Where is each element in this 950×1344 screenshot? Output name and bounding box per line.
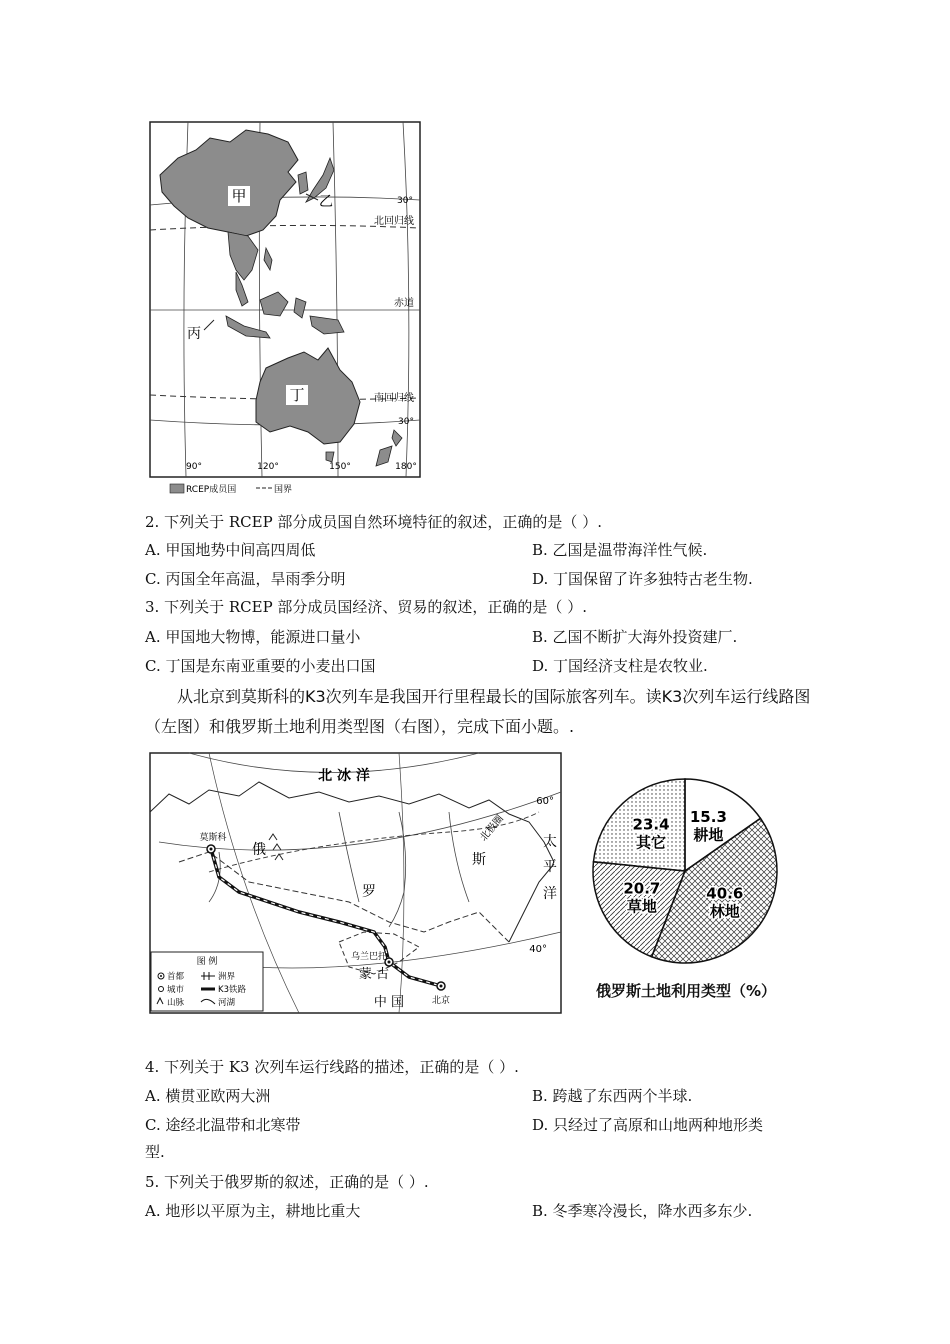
- pie-value-cropland: 15.3: [689, 808, 727, 827]
- land-use-pie-chart: [590, 776, 780, 966]
- arctic-circle-label: 北极圈: [478, 813, 506, 844]
- legend-mountain: 山脉: [167, 998, 185, 1008]
- intro-paragraph: 从北京到莫斯科的K3次列车是我国开行里程最长的国际旅客列车。读K3次列车运行线路图（左图）和俄罗斯土地利用类型图（右图），完成下面小题。.: [145, 687, 811, 736]
- rcep-map: [148, 120, 448, 500]
- q2-option-d[interactable]: D. 丁国保留了许多独特古老生物.: [532, 570, 753, 588]
- pie-value-forest: 40.6: [706, 884, 744, 903]
- q3-option-c[interactable]: C. 丁国是东南亚重要的小麦出口国: [145, 657, 376, 675]
- q4-option-a[interactable]: A. 横贯亚欧两大洲: [145, 1087, 271, 1105]
- q2-option-c[interactable]: C. 丙国全年高温，旱雨季分明: [145, 570, 346, 588]
- legend-member: RCEP成员国: [186, 485, 237, 495]
- russia-label-1: 俄: [252, 842, 266, 858]
- lat-60: 60°: [536, 796, 554, 807]
- legend-title: 图 例: [196, 957, 218, 967]
- label-bing: 丙: [187, 326, 201, 342]
- lat-30n: 30°: [397, 196, 413, 206]
- q5-stem: 5. 下列关于俄罗斯的叙述，正确的是（ ）.: [145, 1173, 429, 1191]
- legend-k3-railway: K3铁路: [218, 985, 246, 995]
- q4-option-b[interactable]: B. 跨越了东西两个半球.: [532, 1087, 693, 1105]
- q3-stem: 3. 下列关于 RCEP 部分成员国经济、贸易的叙述，正确的是（ ）.: [145, 598, 587, 616]
- mongolia-label: 蒙 古: [358, 967, 390, 982]
- q4-stem: 4. 下列关于 K3 次列车运行线路的描述，正确的是（ ）.: [145, 1058, 519, 1076]
- lon-120: 120°: [257, 462, 279, 472]
- k3-railway-map: [149, 752, 564, 1017]
- tropic-north-label: 北回归线: [374, 216, 414, 227]
- pie-label-cropland: 耕地: [693, 826, 724, 845]
- pacific-label-1: 太: [543, 834, 557, 850]
- equator-label: 赤道: [394, 298, 414, 309]
- q3-option-d[interactable]: D. 丁国经济支柱是农牧业.: [532, 657, 708, 675]
- pie-label-forest: 林地: [709, 902, 740, 921]
- legend-city: 城市: [167, 985, 185, 995]
- pie-value-grassland: 20.7: [623, 879, 661, 898]
- lat-30s: 30°: [398, 417, 414, 427]
- tropic-south-label: 南回归线: [374, 393, 414, 404]
- q4-option-c[interactable]: C. 途经北温带和北寒带: [145, 1116, 301, 1134]
- arctic-ocean-label: 北 冰 洋: [318, 768, 370, 784]
- q5-option-b[interactable]: B. 冬季寒冷漫长，降水西多东少.: [532, 1202, 753, 1220]
- lon-180: 180°: [395, 462, 417, 472]
- legend-continent-border: 洲界: [218, 972, 236, 982]
- pacific-label-3: 洋: [543, 886, 557, 902]
- lon-150: 150°: [329, 462, 351, 472]
- label-yi: 乙: [319, 194, 333, 210]
- q3-option-b[interactable]: B. 乙国不断扩大海外投资建厂.: [532, 628, 738, 646]
- label-jia: 甲: [231, 187, 247, 205]
- q4-option-d-wrap: 型.: [145, 1143, 165, 1161]
- legend-river-lake: 河湖: [218, 998, 236, 1008]
- q2-option-a[interactable]: A. 甲国地势中间高四周低: [145, 541, 316, 559]
- legend-border: 国界: [274, 485, 293, 495]
- pie-label-other: 其它: [636, 833, 667, 852]
- q3-option-a[interactable]: A. 甲国地大物博，能源进口量小: [145, 628, 361, 646]
- pacific-label-2: 平: [543, 859, 557, 875]
- lat-40: 40°: [529, 944, 547, 955]
- russia-label-3: 斯: [472, 852, 486, 868]
- pie-value-other: 23.4: [632, 815, 670, 834]
- q2-stem: 2. 下列关于 RCEP 部分成员国自然环境特征的叙述，正确的是（ ）.: [145, 513, 602, 531]
- q4-option-d[interactable]: D. 只经过了高原和山地两种地形类: [532, 1116, 764, 1134]
- china-label: 中 国: [373, 995, 405, 1010]
- q5-option-a[interactable]: A. 地形以平原为主，耕地比重大: [145, 1202, 361, 1220]
- moscow-label: 莫斯科: [199, 833, 227, 843]
- lon-90: 90°: [186, 462, 202, 472]
- q2-option-b[interactable]: B. 乙国是温带海洋性气候.: [532, 541, 708, 559]
- beijing-label: 北京: [431, 996, 451, 1006]
- ulaanbaatar-label: 乌兰巴托: [350, 952, 388, 962]
- russia-label-2: 罗: [362, 884, 376, 900]
- pie-chart-title: 俄罗斯土地利用类型（%）: [596, 982, 777, 1000]
- pie-label-grassland: 草地: [626, 897, 657, 916]
- legend-capital: 首都: [167, 972, 185, 982]
- label-ding: 丁: [289, 386, 305, 404]
